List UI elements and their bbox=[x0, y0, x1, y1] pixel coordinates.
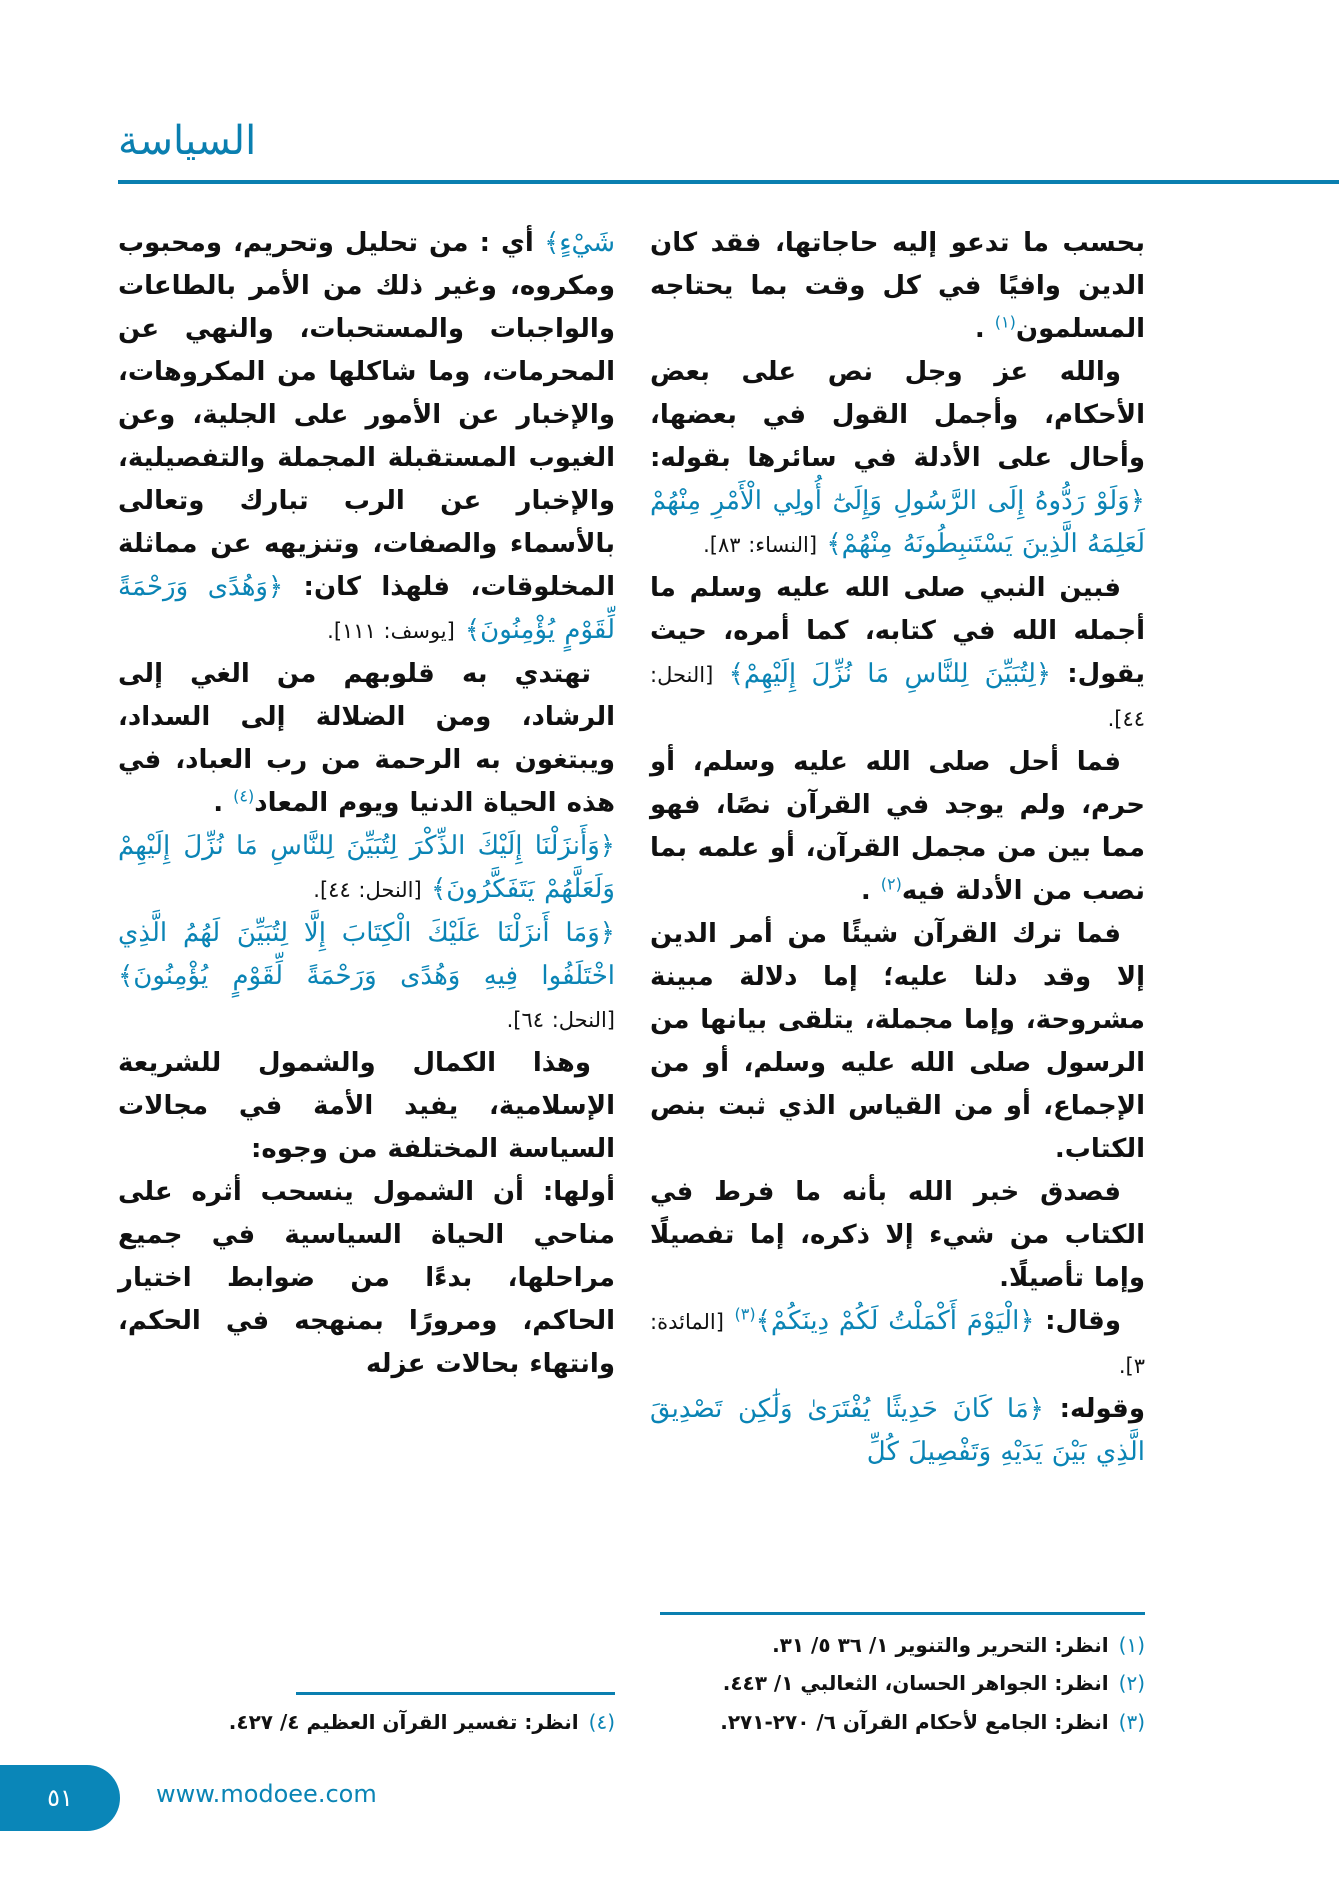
body-text: فبين النبي صلى الله عليه وسلم ما أجمله bbox=[650, 573, 1145, 646]
body-text: والإخبار عن الرب تبارك وتعالى بالأسماء bbox=[118, 486, 615, 559]
paragraph bbox=[650, 1388, 1145, 1474]
paragraph bbox=[650, 567, 1145, 741]
body-text: في سائرها بقوله: bbox=[650, 443, 897, 473]
verse-reference: [النساء: ٨٣]. bbox=[703, 533, 818, 557]
body-text: والإخبار عن الأمور على الجلية، وعن bbox=[118, 400, 615, 430]
page-number: ٥١ bbox=[47, 1784, 73, 1812]
quran-verse: لَهُمُ الَّذِي اخْتَلَفُوا فِيهِ وَهُدًى وَرَحْمَةً لِّقَوْمٍ bbox=[118, 918, 615, 991]
paragraph bbox=[650, 741, 1145, 913]
text-line bbox=[703, 529, 893, 559]
footnote-marker: (٣) bbox=[734, 1304, 756, 1324]
text-line bbox=[183, 831, 615, 861]
body-text: مناحي الحياة السياسية في جميع مراحلها، bbox=[118, 1220, 615, 1293]
text-line bbox=[734, 1306, 1121, 1336]
quran-verse: يُؤْمِنُونَ﴾ bbox=[118, 961, 209, 991]
paragraph bbox=[118, 912, 615, 1042]
paragraph bbox=[650, 913, 1145, 1171]
body-text: الذي ثبت بنص الكتاب. bbox=[650, 1091, 1145, 1164]
quran-verse: ﴿وَهُدًى وَرَحْمَةً لِّقَوْمٍ يُؤْمِنُونَ﴾ bbox=[118, 572, 615, 645]
body-text: الإسلامية، يفيد الأمة في مجالات السياسة bbox=[118, 1091, 615, 1164]
text-line bbox=[118, 443, 615, 473]
body-text: أي : من تحليل وتحريم، ومحبوب bbox=[118, 228, 534, 258]
footnote: (١)انظر: التحرير والتنوير ١/ ٣٦ ٥/ ٣١. bbox=[772, 1633, 1145, 1657]
quran-verse: ﴿لِتُبَيِّنَ bbox=[984, 659, 1052, 689]
body-text: فصدق خبر الله بأنه ما فرط في الكتاب bbox=[650, 1177, 1145, 1250]
quran-verse: ﴿وَأَنزَلْنَا إِلَيْكَ الذِّكْرَ لِتُبَيِّنَ لِلنَّاسِ مَا نُزِّلَ bbox=[183, 831, 615, 861]
text-line bbox=[118, 314, 615, 344]
text-line bbox=[251, 1134, 498, 1164]
verse-reference: [النحل: ٤٤]. bbox=[313, 878, 422, 902]
body-text: مجمل القرآن، أو علمه بما نصب من الأدلة bbox=[650, 833, 1145, 906]
text-line bbox=[327, 615, 455, 645]
quran-verse: إِلَيْهِمْ وَلَعَلَّهُمْ يَتَفَكَّرُونَ﴾ bbox=[118, 831, 615, 904]
text-line bbox=[237, 918, 615, 948]
body-text: عليه وسلم، أو من الإجماع، أو من القياس bbox=[650, 1048, 1145, 1121]
body-text: والواجبات والمستحبات، والنهي عن bbox=[118, 314, 615, 344]
paragraph bbox=[650, 1300, 1145, 1388]
body-text: وقد دلنا عليه؛ إما دلالة مبينة مشروحة، وإما bbox=[650, 962, 1146, 1035]
text-line bbox=[118, 357, 615, 387]
footnote-separator-left bbox=[296, 1692, 615, 1695]
body-text: ويوم المعاد bbox=[254, 788, 400, 818]
footnote-marker: (٤) bbox=[233, 786, 255, 806]
body-text: تهتدي به قلوبهم من الغي إلى الرشاد، bbox=[118, 659, 615, 732]
quran-verse: ﴿وَمَا أَنزَلْنَا عَلَيْكَ الْكِتَابَ إِلَّا لِتُبَيِّنَ bbox=[236, 918, 616, 948]
paragraph bbox=[118, 222, 615, 653]
page-number-badge bbox=[0, 1765, 120, 1831]
text-line bbox=[118, 271, 615, 301]
verse-reference: [النحل: ٦٤]. bbox=[506, 1008, 615, 1032]
paragraph bbox=[118, 1042, 615, 1171]
website-link[interactable]: www.modoee.com bbox=[156, 1780, 377, 1808]
footnote-separator-right bbox=[660, 1612, 1145, 1615]
quran-verse: ﴿مَا كَانَ حَدِيثًا يُفْتَرَىٰ وَلَٰكِن bbox=[737, 1394, 1044, 1424]
footnote: (٢)انظر: الجواهر الحسان، الثعالبي ١/ ٤٤٣. bbox=[722, 1671, 1145, 1695]
text-line bbox=[118, 400, 615, 430]
body-text: بحسب ما تدعو إليه حاجاتها، فقد كان الدين bbox=[650, 228, 1146, 301]
body-text: الرحمة من رب العباد، في هذه الحياة الدنيا bbox=[118, 745, 615, 818]
quran-verse: مِنْهُمْ﴾ bbox=[817, 529, 893, 559]
verse-reference: [المائدة: ٣]. bbox=[650, 1310, 1145, 1378]
body-text: بمنهجه في الحكم، وانتهاء بحالات عزله bbox=[118, 1306, 615, 1379]
quran-verse: تَصْدِيقَ الَّذِي بَيْنَ يَدَيْهِ وَتَفْصِيلَ كُلِّ bbox=[650, 1394, 1145, 1467]
left-column bbox=[118, 222, 615, 1386]
text-line bbox=[861, 876, 945, 906]
footnote: (٣)انظر: الجامع لأحكام القرآن ٦/ ٢٧٠-٢٧١. bbox=[720, 1710, 1145, 1734]
chapter-title: السياسة bbox=[118, 118, 257, 164]
body-text: أولها: أن الشمول ينسحب أثره على bbox=[118, 1177, 615, 1207]
verse-reference: [النحل: ٤٤]. bbox=[650, 663, 1145, 731]
paragraph bbox=[650, 222, 1145, 351]
body-text: الله في كتابه، كما أمره، حيث يقول: bbox=[650, 616, 1145, 689]
text-line bbox=[650, 271, 1145, 344]
body-text: فما أحل صلى الله عليه وسلم، أو حرم، bbox=[650, 747, 1145, 820]
body-text: مجملة، يتلقى بيانها من الرسول صلى الله bbox=[650, 1005, 1145, 1078]
paragraph bbox=[118, 825, 615, 912]
body-text: والصفات، وتنزيهه عن مماثلة المخلوقات، bbox=[118, 529, 615, 602]
quran-verse: لِلنَّاسِ مَا نُزِّلَ إِلَيْهِمْ﴾ bbox=[713, 659, 969, 689]
text-line bbox=[118, 228, 615, 258]
quran-verse: ﴿الْيَوْمَ أَكْمَلْتُ لَكُمْ دِينَكُمْ﴾ bbox=[755, 1306, 1035, 1336]
body-text: وقال: bbox=[1034, 1306, 1121, 1336]
paragraph bbox=[650, 1171, 1145, 1300]
body-text: وأجمل القول في بعضها، وأحال على الأدلة bbox=[650, 400, 1145, 473]
body-text: فما ترك القرآن شيئًا من أمر الدين إلا bbox=[650, 919, 1145, 992]
quran-verse: وَإِلَىٰٓ أُولِي الْأَمْرِ مِنْهُمْ لَعَلِمَهُ الَّذِينَ يَسْتَنبِطُونَهُ bbox=[650, 486, 1145, 559]
body-text: وقوله: bbox=[1043, 1394, 1145, 1424]
body-text: فيه bbox=[901, 876, 946, 906]
body-text: ولم يوجد في القرآن نصًا، فهو مما بين من bbox=[650, 790, 1145, 863]
body-text: ومكروه، وغير ذلك من الأمر بالطاعات bbox=[118, 271, 615, 301]
verse-reference: [يوسف: ١١١]. bbox=[327, 619, 455, 643]
paragraph bbox=[118, 1171, 615, 1386]
body-text: المحرمات، وما شاكلها من المكروهات، bbox=[118, 357, 615, 387]
footnote: (٤)انظر: تفسير القرآن العظيم ٤/ ٤٢٧. bbox=[228, 1710, 615, 1734]
footnote-marker: (٢) bbox=[880, 874, 902, 894]
body-text: فلهذا كان: bbox=[283, 572, 451, 602]
paragraph bbox=[650, 351, 1145, 567]
footnote-marker: (١) bbox=[994, 312, 1016, 332]
quran-verse: شَيْءٍ﴾ bbox=[533, 228, 615, 258]
body-text: من شيء إلا ذكره، إما تفصيلًا وإما تأصيلًا. bbox=[650, 1220, 1145, 1293]
body-text: الغيوب المستقبلة المجملة والتفصيلية، bbox=[118, 443, 615, 473]
body-text: . bbox=[213, 788, 234, 818]
header-rule bbox=[118, 180, 1339, 184]
right-column bbox=[650, 222, 1145, 1474]
body-text: وافيًا في كل وقت بما يحتاجه المسلمون bbox=[650, 271, 1145, 344]
body-text: وهذا الكمال والشمول للشريعة bbox=[118, 1048, 591, 1078]
body-text: ومن الضلالة إلى السداد، ويبتغون به bbox=[118, 702, 615, 775]
text-line bbox=[118, 1048, 591, 1078]
body-text: المختلفة من وجوه: bbox=[250, 1134, 499, 1164]
quran-verse: ﴿وَلَوْ رَدُّوهُ إِلَى الرَّسُولِ bbox=[893, 486, 1145, 516]
body-text: والله عز وجل نص على بعض الأحكام، bbox=[650, 357, 1145, 430]
body-text: . bbox=[860, 876, 881, 906]
paragraph bbox=[118, 653, 615, 825]
text-line bbox=[738, 1394, 1145, 1424]
text-line bbox=[118, 1177, 615, 1207]
text-line bbox=[213, 788, 399, 818]
body-text: بدءًا من ضوابط اختيار الحاكم، ومرورًا bbox=[118, 1263, 615, 1336]
body-text: . bbox=[974, 314, 995, 344]
